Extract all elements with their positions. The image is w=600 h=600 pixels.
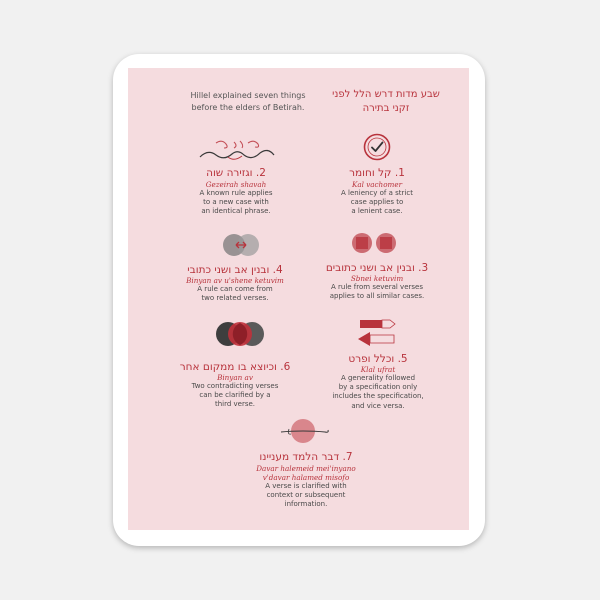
rule-5-translit: Klal ufrat — [360, 365, 396, 374]
rule-5-desc-line: A generality followed — [340, 374, 416, 382]
rule-2-desc-line: to a new case with — [203, 198, 269, 207]
rule-7-translit-line: v'davar halamed misofo — [262, 473, 350, 482]
two-squares-icon — [351, 232, 403, 254]
rule-4-desc-line: A rule can come from — [197, 285, 273, 293]
rule-1-desc-line: case applies to — [350, 198, 404, 207]
rule-2-translit: Gezeirah shavah — [205, 180, 267, 189]
rule-6-description — [170, 382, 300, 410]
rule-7-desc-line: information. — [284, 500, 328, 509]
opposing-arrows-icon — [356, 318, 398, 346]
rule-7-desc-line: A verse is clarified with — [265, 482, 347, 490]
header-english-line1: Hillel explained seven things — [190, 91, 306, 100]
rule-7-description — [236, 482, 376, 510]
rule-3-desc-line: applies to all similar cases. — [329, 292, 425, 301]
calligraphy-flourish-icon — [198, 137, 276, 165]
rule-5-hebrew: 5. וכלל ופרט — [348, 353, 408, 365]
header-english-line2: before the elders of Betirah. — [191, 103, 305, 112]
rule-6-desc-line: third verse. — [214, 400, 256, 409]
rule-3-description — [312, 283, 442, 301]
rule-4-translit: Binyan av u'shene ketuvim — [186, 276, 284, 285]
rule-1-hebrew: 1. קל וחומר — [349, 167, 405, 179]
rule-4-hebrew: 4. ובנין אב ושני כתובי — [187, 264, 283, 276]
rule-6-translit: Binyan av — [217, 373, 253, 382]
rule-1-desc-line: a lenient case. — [351, 207, 403, 216]
header-english — [178, 90, 318, 114]
header-hebrew-line1: שבע מדות דרש הלל לפני — [332, 89, 440, 100]
check-circle-icon — [363, 133, 391, 161]
rule-3-desc-line: A rule from several verses — [331, 283, 423, 291]
rule-1-description — [318, 189, 436, 217]
overlapping-circles-icon — [222, 233, 260, 257]
rule-2-desc-line: A known rule applies — [199, 189, 273, 197]
rule-4-description — [170, 285, 300, 303]
rule-2-desc-line: an identical phrase. — [201, 207, 271, 216]
rule-7-translit-line: Davar halemeid mei'inyano — [256, 464, 356, 473]
rule-3-translit: Sbnei ketuvim — [350, 274, 404, 283]
circle-flourish-icon — [281, 417, 331, 445]
rule-7-translit — [236, 464, 376, 482]
venn-circles-icon — [216, 320, 264, 348]
header-hebrew-line2: זקני בתירה — [362, 103, 410, 114]
rule-6-hebrew: 6. וכיוצא בו ממקום אחר — [179, 361, 291, 373]
rule-5-desc-line: includes the specification, — [332, 392, 424, 401]
rule-5-desc-line: by a specification only — [338, 383, 418, 392]
rule-6-desc-line: can be clarified by a — [199, 391, 271, 400]
rule-2-hebrew: 2. וגזירה שוה — [206, 167, 266, 179]
rule-3-hebrew: 3. ובנין אב ושני כתובים — [325, 262, 429, 274]
rule-5-description — [318, 374, 438, 411]
rule-7-desc-line: context or subsequent — [266, 491, 346, 500]
rule-2-description — [176, 189, 296, 217]
rule-6-desc-line: Two contradicting verses — [191, 382, 279, 390]
rule-4-desc-line: two related verses. — [201, 294, 269, 303]
rule-7-hebrew: 7. דבר הלמד מעניינו — [259, 451, 353, 463]
rule-1-translit: Kal vachomer — [351, 180, 403, 189]
rule-1-desc-line: A leniency of a strict — [341, 189, 413, 197]
header-hebrew — [322, 88, 450, 116]
rule-5-desc-line: and vice versa. — [351, 401, 405, 410]
